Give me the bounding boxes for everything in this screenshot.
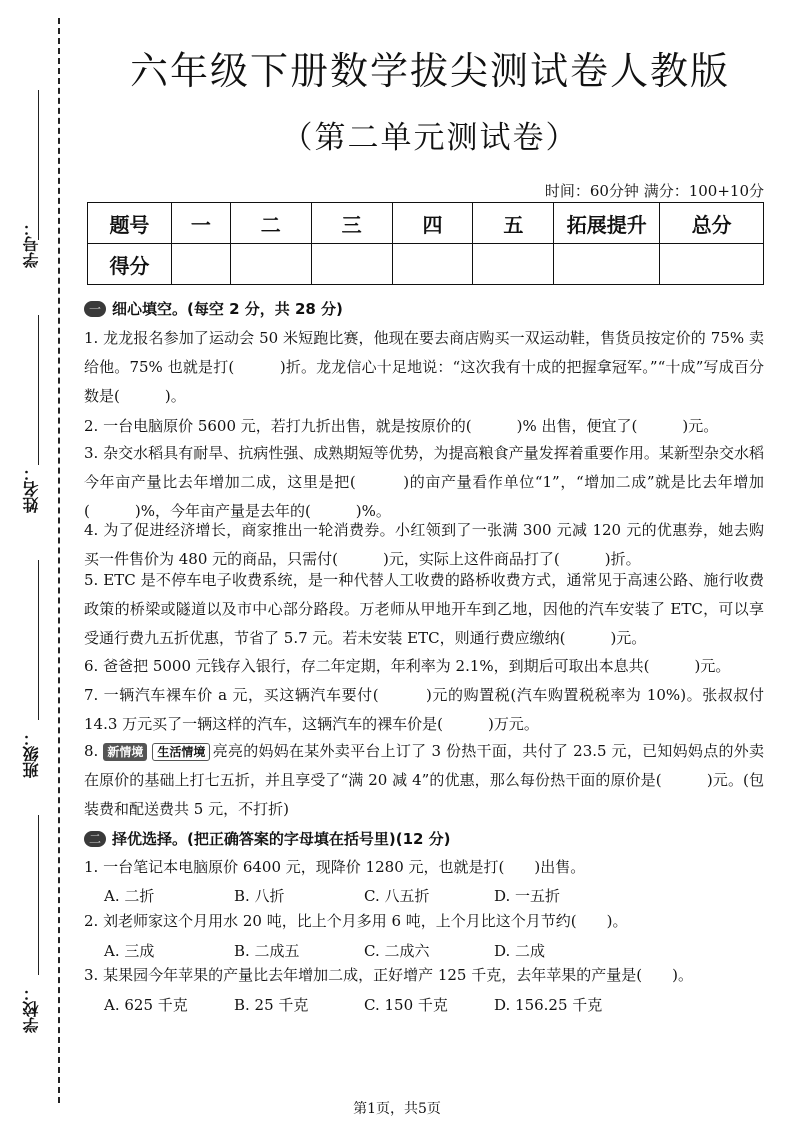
question-2: 2. 一台电脑原价 5600 元，若打九折出售，就是按原价的( )% 出售，便宜了( )元。 — [84, 417, 719, 435]
score-cell[interactable] — [554, 244, 660, 285]
header-cell: 五 — [473, 203, 554, 244]
option-d[interactable]: D. 一五折 — [494, 887, 561, 905]
student-id-label: 学号： — [22, 220, 41, 268]
question-4: 4. 为了促进经济增长，商家推出一轮消费券。小红领到了一张满 300 元减 120 元的优惠券，她去购买一件售价为 480 元的商品，只需付( )元，实际上这件商品打了( )折。 — [84, 521, 764, 568]
question-number: 8. — [84, 742, 99, 760]
score-cell[interactable] — [171, 244, 230, 285]
class-label: 班级： — [22, 730, 41, 778]
option-b[interactable]: B. 二成五 — [234, 942, 300, 960]
question-3: 3. 杂交水稻具有耐旱、抗病性强、成熟期短等优势，为提高粮食产量发挥着重要作用。某新型杂交水稻今年亩产量比去年增加二成，这里是把( )的亩产量看作单位“1”，“增加二成”就是比去年增加( )%，今年亩产量是去年的( )%。 — [84, 444, 764, 520]
name-field[interactable] — [8, 315, 48, 525]
option-c[interactable]: C. 二成六 — [364, 942, 430, 960]
score-table — [87, 202, 764, 285]
score-row-label: 得分 — [88, 244, 172, 285]
section-title: 细心填空。(每空 2 分，共 28 分) — [112, 300, 343, 318]
choice-options-1 — [104, 885, 764, 906]
student-id-line — [38, 90, 39, 240]
header-cell: 一 — [171, 203, 230, 244]
new-context-tag: 新情境 — [103, 743, 147, 761]
section-1-heading — [84, 298, 343, 319]
question-6: 6. 爸爸把 5000 元钱存入银行，存二年定期，年利率为 2.1%，到期后可取出本息共( )元。 — [84, 657, 731, 675]
life-context-tag: 生活情境 — [152, 743, 210, 761]
option-b[interactable]: B. 八折 — [234, 887, 285, 905]
option-d[interactable]: D. 二成 — [494, 942, 546, 960]
name-line — [38, 315, 39, 465]
header-cell: 三 — [311, 203, 392, 244]
score-cell[interactable] — [230, 244, 311, 285]
choice-question-1: 1. 一台笔记本电脑原价 6400 元，现降价 1280 元，也就是打( )出售。 — [84, 858, 586, 876]
option-a[interactable]: A. 三成 — [104, 942, 155, 960]
student-id-field[interactable] — [8, 90, 48, 280]
school-field[interactable] — [8, 815, 48, 1035]
page-footer: 第1页，共5页 — [353, 1101, 441, 1117]
score-cell[interactable] — [660, 244, 764, 285]
score-cell[interactable] — [392, 244, 473, 285]
score-table-header-row — [88, 203, 764, 244]
choice-options-2 — [104, 940, 764, 961]
page-title: 六年级下册数学拔尖测试卷人教版 — [129, 49, 730, 93]
option-c[interactable]: C. 八五折 — [364, 887, 430, 905]
name-label: 姓名： — [22, 465, 41, 513]
question-7: 7. 一辆汽车裸车价 a 元，买这辆汽车要付( )元的购置税(汽车购置税税率为 10%)。张叔叔付 14.3 万元买了一辆这样的汽车，这辆汽车的裸车价是( )万元。 — [84, 686, 764, 733]
choice-options-3 — [104, 994, 764, 1015]
option-b[interactable]: B. 25 千克 — [234, 996, 309, 1014]
question-1: 1. 龙龙报名参加了运动会 50 米短跑比赛，他现在要去商店购买一双运动鞋，售货员按定价的 75% 卖给他。75% 也就是打( )折。龙龙信心十足地说：“这次我有十成的把握拿冠军。”“十成”写成百分数是( )。 — [84, 329, 764, 405]
header-cell: 四 — [392, 203, 473, 244]
class-field[interactable] — [8, 560, 48, 790]
option-a[interactable]: A. 625 千克 — [104, 996, 188, 1014]
header-cell: 题号 — [88, 203, 172, 244]
section-title: 择优选择。(把正确答案的字母填在括号里)(12 分) — [112, 830, 451, 848]
option-d[interactable]: D. 156.25 千克 — [494, 996, 603, 1014]
class-line — [38, 560, 39, 720]
question-text: 亮亮的妈妈在某外卖平台上订了 3 份热干面，共付了 23.5 元，已知妈妈点的外卖在原价的基础上打七五折，并且享受了“满 20 减 4”的优惠，那么每份热干面的原价是( )元。(包装费和配送费共 5 元，不打折) — [84, 742, 764, 818]
school-label: 学校： — [22, 985, 41, 1033]
choice-question-2: 2. 刘老师家这个月用水 20 吨，比上个月多用 6 吨，上个月比这个月节约( )。 — [84, 912, 628, 930]
option-a[interactable]: A. 二折 — [104, 887, 155, 905]
time-info: 时间：60分钟 满分：100+10分 — [544, 182, 764, 200]
section-number-badge: 二 — [84, 831, 106, 847]
header-cell: 总分 — [660, 203, 764, 244]
header-cell: 拓展提升 — [554, 203, 660, 244]
question-5: 5. ETC 是不停车电子收费系统，是一种代替人工收费的路桥收费方式，通常见于高速公路、施行收费政策的桥梁或隧道以及市中心部分路段。万老师从甲地开车到乙地，因他的汽车安装了 ETC，可以享受通行费九五折优惠，节省了 5.7 元。若未安装 ETC，则通行费应缴纳( )元。 — [84, 571, 764, 647]
section-2-heading — [84, 828, 451, 849]
binding-strip — [0, 0, 64, 1123]
score-cell[interactable] — [473, 244, 554, 285]
option-c[interactable]: C. 150 千克 — [364, 996, 448, 1014]
score-cell[interactable] — [311, 244, 392, 285]
score-table-score-row — [88, 244, 764, 285]
school-line — [38, 815, 39, 975]
header-cell: 二 — [230, 203, 311, 244]
question-8 — [84, 737, 764, 824]
section-number-badge: 一 — [84, 301, 106, 317]
cut-line — [58, 18, 60, 1103]
choice-question-3: 3. 某果园今年苹果的产量比去年增加二成，正好增产 125 千克，去年苹果的产量是( )。 — [84, 966, 693, 984]
page-subtitle: （第二单元测试卷） — [281, 120, 579, 156]
